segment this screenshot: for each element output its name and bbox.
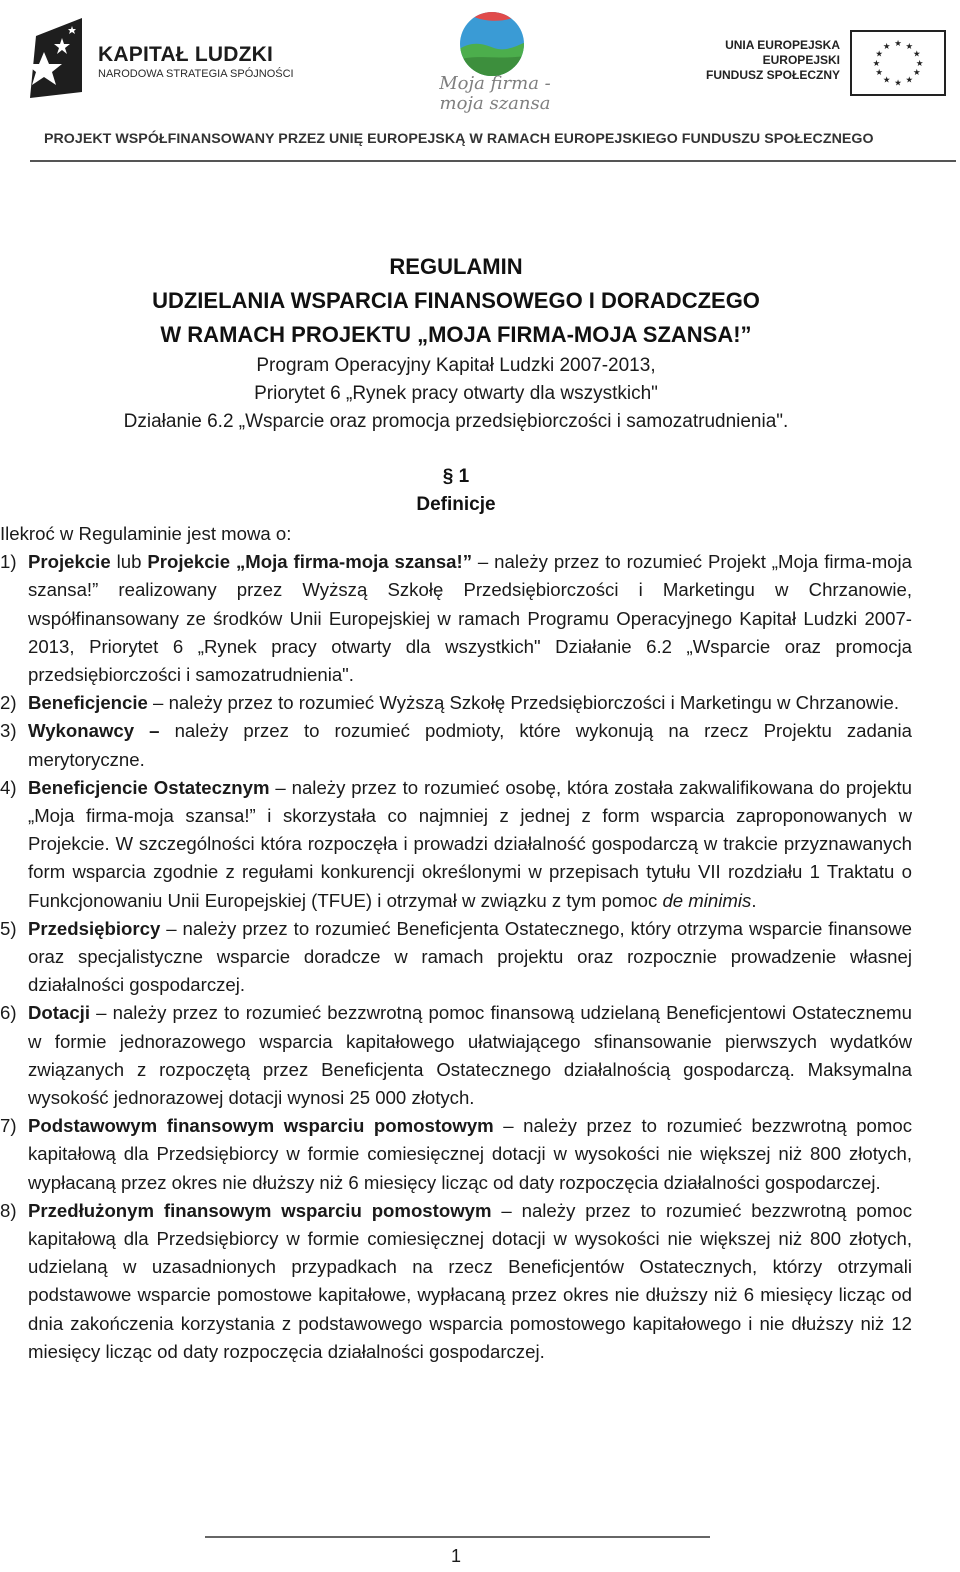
svg-text:★: ★ — [875, 67, 884, 78]
moja-firma-logo — [430, 10, 560, 115]
svg-text:★: ★ — [882, 74, 891, 85]
svg-text:★: ★ — [894, 77, 902, 88]
header-divider — [30, 160, 956, 162]
definition-text: – należy przez to rozumieć osobę, która została zakwalifikowana do projektu „Moja firma-moja szansa!” i skorzystała co najmniej z jednej z form wsparcia zaproponowanych w Projekcie. W szczególności która rozpoczęła i prowadzi działalność gospodarczą w trakcie przyznawanych form wsparcia zgodnie z regułami konkurencji określonymi w przepisach tytułu VII rozdziału 1 Traktatu o Funkcjonowaniu Unii Europejskiej (TFUE) i otrzymał w związku z tym pomoc — [28, 776, 912, 911]
section-number: § 1 — [442, 466, 470, 487]
svg-text:★: ★ — [915, 57, 924, 68]
eu-flag-icon — [850, 30, 946, 96]
definition-term: Beneficjencie Ostatecznym — [28, 776, 270, 798]
definition-item — [0, 774, 912, 915]
definition-tail: . — [751, 889, 757, 911]
document-body — [0, 520, 912, 1366]
definition-number: 6) — [0, 1002, 17, 1024]
definition-text: – należy przez to rozumieć bezzwrotną pomoc kapitałową dla Przedsiębiorcy w formie comiesięcznej dotacji w wysokości nie większej niż 800 złotych, wypłacaną przez okres nie dłuższy niż 6 miesięcy licząc od daty rozpoczęcia działalności gospodarczej. — [28, 1115, 912, 1193]
definition-italic: de minimis — [662, 889, 752, 911]
section-heading — [0, 463, 912, 519]
definition-term: Projekcie — [28, 551, 111, 573]
eu-logo-line2: EUROPEJSKI — [762, 53, 840, 67]
eu-logo-line3: FUNDUSZ SPOŁECZNY — [705, 68, 840, 82]
definition-item — [0, 717, 912, 773]
definition-text: – należy przez to rozumieć bezzwrotną pomoc finansową udzielaną Beneficjentowi Ostatecznemu w formie jednorazowego wsparcia kapitałowego ułatwiającego sfinansowanie pierwszych wydatków związanych z rozpoczętą przez Beneficjenta Ostatecznego działalnością gospodarczą. Maksymalna wysokość jednorazowej dotacji wynosi 25 000 złotych. — [28, 1002, 912, 1109]
definition-item — [0, 689, 912, 717]
definitions-intro: Ilekroć w Regulaminie jest mowa o: — [0, 523, 292, 544]
definition-item — [0, 548, 912, 689]
definition-text: – należy przez to rozumieć Projekt „Moja firma-moja szansa!” realizowany przez Wyższą Szkołę Przedsiębiorczości i Marketingu w Chrzanowie, współfinansowany ze środków Unii Europejskiej w ramach Programu Operacyjnego Kapitał Ludzki 2007-2013, Priorytet 6 „Rynek pracy otwarty dla wszystkich" Działanie 6.2 „Wsparcie oraz promocja przedsiębiorczości i samozatrudnienia". — [28, 551, 912, 686]
definition-term: Wykonawcy – — [28, 720, 160, 742]
document-header — [0, 0, 960, 175]
title-line-5: Priorytet 6 „Rynek pracy otwarty dla wszystkich" — [254, 383, 658, 404]
definition-term: Podstawowym finansowym wsparciu pomostowym — [28, 1115, 494, 1137]
definition-number: 3) — [0, 720, 17, 742]
section-title: Definicje — [416, 494, 496, 515]
definition-item — [0, 999, 912, 1112]
svg-text:★: ★ — [905, 74, 914, 85]
title-line-6: Działanie 6.2 „Wsparcie oraz promocja przedsiębiorczości i samozatrudnienia". — [123, 411, 789, 432]
title-line-3: W RAMACH PROJEKTU „MOJA FIRMA-MOJA SZANSA!” — [160, 322, 752, 347]
definition-number: 8) — [0, 1199, 17, 1221]
svg-text:★: ★ — [875, 48, 884, 59]
svg-text:★: ★ — [905, 40, 914, 51]
definitions-list — [0, 548, 912, 1366]
definition-number: 7) — [0, 1115, 17, 1137]
kapital-ludzki-logo — [22, 18, 294, 98]
definition-connector: lub — [110, 551, 148, 573]
definition-term: Przedsiębiorcy — [28, 917, 161, 939]
page-number: 1 — [450, 1546, 461, 1566]
definition-text: – należy przez to rozumieć bezzwrotną pomoc kapitałową dla Przedsiębiorcy w formie comiesięcznej dotacji w wysokości nie większej niż 800 złotych, udzielaną w uzasadnionych przypadkach na rzecz Beneficjentów Ostatecznych, którzy otrzymali podstawowe wsparcie pomostowe kapitałowe, wypłacaną przez okres nie dłuższy niż 6 miesięcy licząc od dnia zakończenia korzystania z podstawowego wsparcia pomostowego kapitałowego i nie dłuższy niż 12 miesięcy licząc od daty rozpoczęcia działalności gospodarczej. — [28, 1199, 913, 1362]
svg-text:★: ★ — [912, 67, 921, 78]
definition-number: 5) — [0, 917, 17, 939]
svg-text:★: ★ — [894, 38, 902, 49]
definition-text: należy przez to rozumieć podmioty, które wykonują na rzecz Projektu zadania merytoryczne. — [28, 720, 912, 770]
definition-term: Projekcie „Moja firma-moja szansa!” — [147, 551, 473, 573]
moja-firma-logo-line2: moja szansa — [439, 93, 551, 114]
definition-text: – należy przez to rozumieć Beneficjenta Ostatecznego, który otrzyma wsparcie finansowe oraz specjalistyczne wsparcie doradcze w ramach projektu oraz rozpocznie prowadzenie własnej działalności gospodarczej. — [28, 917, 912, 996]
eu-logo-line1: UNIA EUROPEJSKA — [725, 38, 840, 52]
svg-text:★: ★ — [872, 57, 881, 68]
footer-divider — [205, 1536, 710, 1538]
definition-term: Przedłużonym finansowym wsparciu pomostowym — [28, 1199, 492, 1221]
definition-number: 1) — [0, 551, 17, 573]
document-title — [0, 250, 912, 436]
moja-firma-logo-line1: Moja firma - — [439, 73, 551, 94]
definition-text: – należy przez to rozumieć Wyższą Szkołę Przedsiębiorczości i Marketingu w Chrzanowie. — [147, 692, 899, 714]
definition-item — [0, 915, 912, 1000]
kapital-ludzki-emblem-icon — [22, 18, 88, 98]
globe-icon — [458, 10, 526, 78]
definition-number: 4) — [0, 776, 17, 798]
definition-item — [0, 1112, 912, 1197]
svg-text:★: ★ — [882, 40, 891, 51]
definition-term: Dotacji — [28, 1002, 90, 1024]
definition-term: Beneficjencie — [28, 692, 148, 714]
definition-number: 2) — [0, 692, 17, 714]
kapital-ludzki-subtitle: NARODOWA STRATEGIA SPÓJNOŚCI — [98, 68, 294, 80]
title-line-4: Program Operacyjny Kapitał Ludzki 2007-2013, — [256, 355, 656, 376]
title-line-2: UDZIELANIA WSPARCIA FINANSOWEGO I DORADCZEGO — [152, 288, 760, 313]
eu-logo — [700, 30, 950, 98]
kapital-ludzki-title: KAPITAŁ LUDZKI — [98, 43, 274, 66]
cofinancing-banner: PROJEKT WSPÓŁFINANSOWANY PRZEZ UNIĘ EUROPEJSKĄ W RAMACH EUROPEJSKIEGO FUNDUSZU SPOŁECZNEGO — [44, 131, 874, 147]
svg-text:★: ★ — [912, 48, 921, 59]
definition-item — [0, 1197, 912, 1366]
title-line-1: REGULAMIN — [389, 254, 523, 279]
